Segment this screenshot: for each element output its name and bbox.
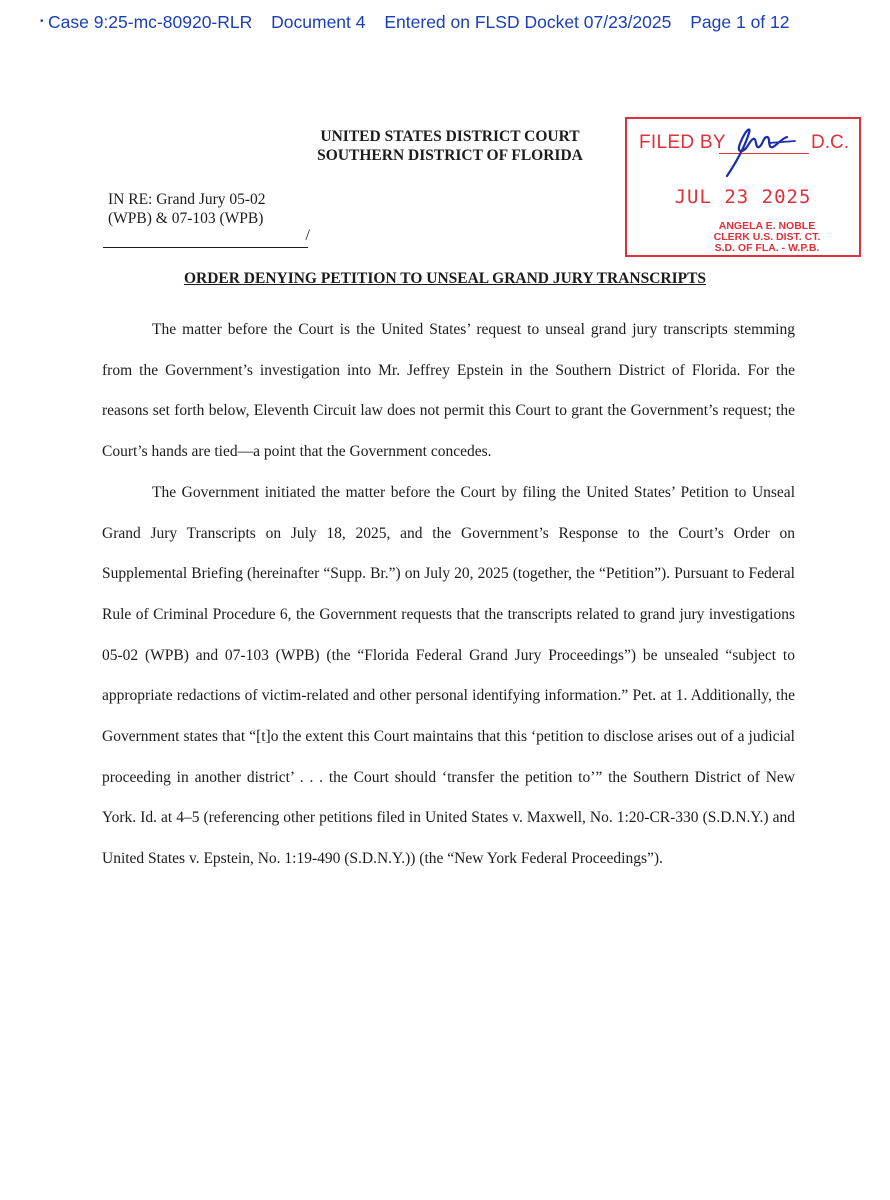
court-header [240, 127, 660, 165]
page-number: Page 1 of 12 [690, 12, 790, 32]
order-title: ORDER DENYING PETITION TO UNSEAL GRAND JURY TRANSCRIPTS [183, 270, 707, 287]
stamp-clerk-block [687, 221, 847, 254]
caption-slash: / [305, 227, 310, 244]
stamp-clerk-name: ANGELA E. NOBLE [718, 220, 816, 232]
court-district: SOUTHERN DISTRICT OF FLORIDA [317, 147, 583, 164]
entered-date: Entered on FLSD Docket 07/23/2025 [384, 12, 672, 32]
paragraph-1: The matter before the Court is the United States’ request to unseal grand jury transcripts stemming from the Government’s investigation into Mr. Jeffrey Epstein in the Southern District of Florida. For the reasons set forth below, Eleventh Circuit law does not permit this Court to grant the Government’s request; the Court’s hands are tied—a point that the Government concedes. [102, 321, 795, 461]
stamp-clerk-title: CLERK U.S. DIST. CT. [713, 231, 821, 243]
bullet-mark: • [40, 16, 44, 27]
filed-stamp [625, 117, 861, 257]
stamp-date: JUL 23 2025 [674, 186, 812, 208]
document-number: Document 4 [271, 12, 366, 32]
order-body [102, 310, 795, 880]
case-number: Case 9:25-mc-80920-RLR [48, 12, 253, 32]
caption-line-2: (WPB) & 07-103 (WPB) [108, 210, 264, 227]
court-name: UNITED STATES DISTRICT COURT [320, 128, 580, 145]
stamp-dc: D.C. [811, 132, 849, 153]
case-caption [108, 190, 266, 228]
signature-mark [697, 121, 807, 181]
caption-underline [103, 227, 310, 248]
paragraph-2: The Government initiated the matter before the Court by filing the United States’ Petition to Unseal Grand Jury Transcripts on July 18, 2025, and the Government’s Response to the Court’s Order on Supplemental Briefing (hereinafter “Supp. Br.”) on July 20, 2025 (together, the “Petition”). Pursuant to Federal Rule of Criminal Procedure 6, the Government requests that the transcripts related to grand jury investigations 05-02 (WPB) and 07-103 (WPB) (the “Florida Federal Grand Jury Proceedings”) be unsealed “subject to appropriate redactions of victim-related and other personal identifying information.” Pet. at 1. Additionally, the Government states that “[t]o the extent this Court maintains that this ‘petition to disclose arises out of a judicial proceeding in another district’ . . . the Court should ‘transfer the petition to’” the Southern District of New York. Id. at 4–5 (referencing other petitions filed in United States v. Maxwell, No. 1:20-CR-330 (S.D.N.Y.) and United States v. Epstein, No. 1:19-490 (S.D.N.Y.)) (the “New York Federal Proceedings”). [102, 483, 795, 868]
stamp-clerk-district: S.D. OF FLA. - W.P.B. [714, 242, 820, 254]
stamp-filed-by: FILED BY [639, 132, 726, 153]
caption-line-1: IN RE: Grand Jury 05-02 [108, 191, 266, 208]
docket-header [40, 12, 870, 33]
